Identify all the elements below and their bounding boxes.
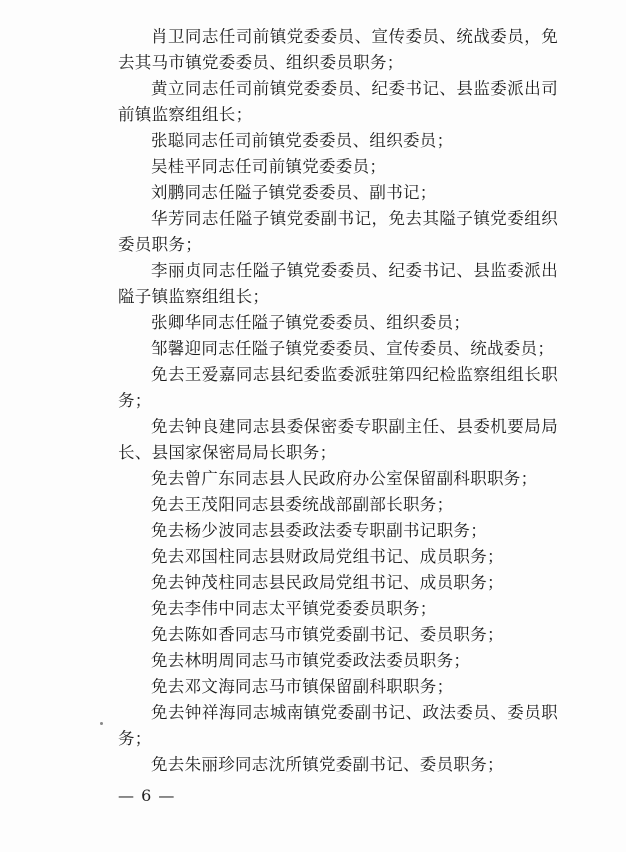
- paragraph: 刘鹏同志任隘子镇党委委员、副书记；: [151, 183, 437, 202]
- paragraph: 肖卫同志任司前镇党委委员、宣传委员、统战委员，免去其马市镇党委委员、组织委员职务；: [118, 27, 558, 72]
- paragraph: 免去钟茂柱同志县民政局党组书记、成员职务；: [151, 573, 504, 592]
- paragraph: 免去曾广东同志县人民政府办公室保留副科职职务；: [151, 469, 538, 488]
- paragraph: 华芳同志任隘子镇党委副书记，免去其隘子镇党委组织委员职务；: [118, 209, 558, 254]
- paragraph: 李丽贞同志任隘子镇党委委员、纪委书记、县监委派出隘子镇监察组组长；: [118, 261, 558, 306]
- scan-speck: [100, 722, 103, 725]
- paragraph: 免去邓国柱同志县财政局党组书记、成员职务；: [151, 547, 504, 566]
- paragraph: 吴桂平同志任司前镇党委委员；: [151, 157, 387, 176]
- paragraph: 免去王茂阳同志县委统战部副部长职务；: [151, 495, 454, 514]
- paragraph: 邹馨迎同志任隘子镇党委委员、宣传委员、统战委员；: [151, 339, 555, 358]
- paragraph: 免去陈如香同志马市镇党委副书记、委员职务；: [151, 625, 504, 644]
- paragraph: 免去邓文海同志马市镇保留副科职职务；: [151, 677, 454, 696]
- paragraph: 免去林明周同志马市镇党委政法委员职务；: [151, 651, 471, 670]
- paragraph: 免去钟良建同志县委保密委专职副主任、县委机要局局长、县国家保密局局长职务；: [118, 417, 558, 462]
- page-number: — 6 —: [118, 786, 176, 805]
- paragraph: 免去钟祥海同志城南镇党委副书记、政法委员、委员职务；: [118, 703, 558, 748]
- paragraph: 张聪同志任司前镇党委委员、组织委员；: [151, 131, 454, 150]
- paragraph: 黄立同志任司前镇党委委员、纪委书记、县监委派出司前镇监察组组长；: [118, 79, 558, 124]
- paragraph: 免去王爱嘉同志县纪委监委派驻第四纪检监察组组长职务；: [118, 365, 558, 410]
- paragraph: 张卿华同志任隘子镇党委委员、组织委员；: [151, 313, 471, 332]
- paragraph: 免去李伟中同志太平镇党委委员职务；: [151, 599, 437, 618]
- paragraph: 免去朱丽珍同志沈所镇党委副书记、委员职务；: [151, 755, 504, 774]
- paragraph: 免去杨少波同志县委政法委专职副书记职务；: [151, 521, 487, 540]
- document-body: [118, 24, 558, 778]
